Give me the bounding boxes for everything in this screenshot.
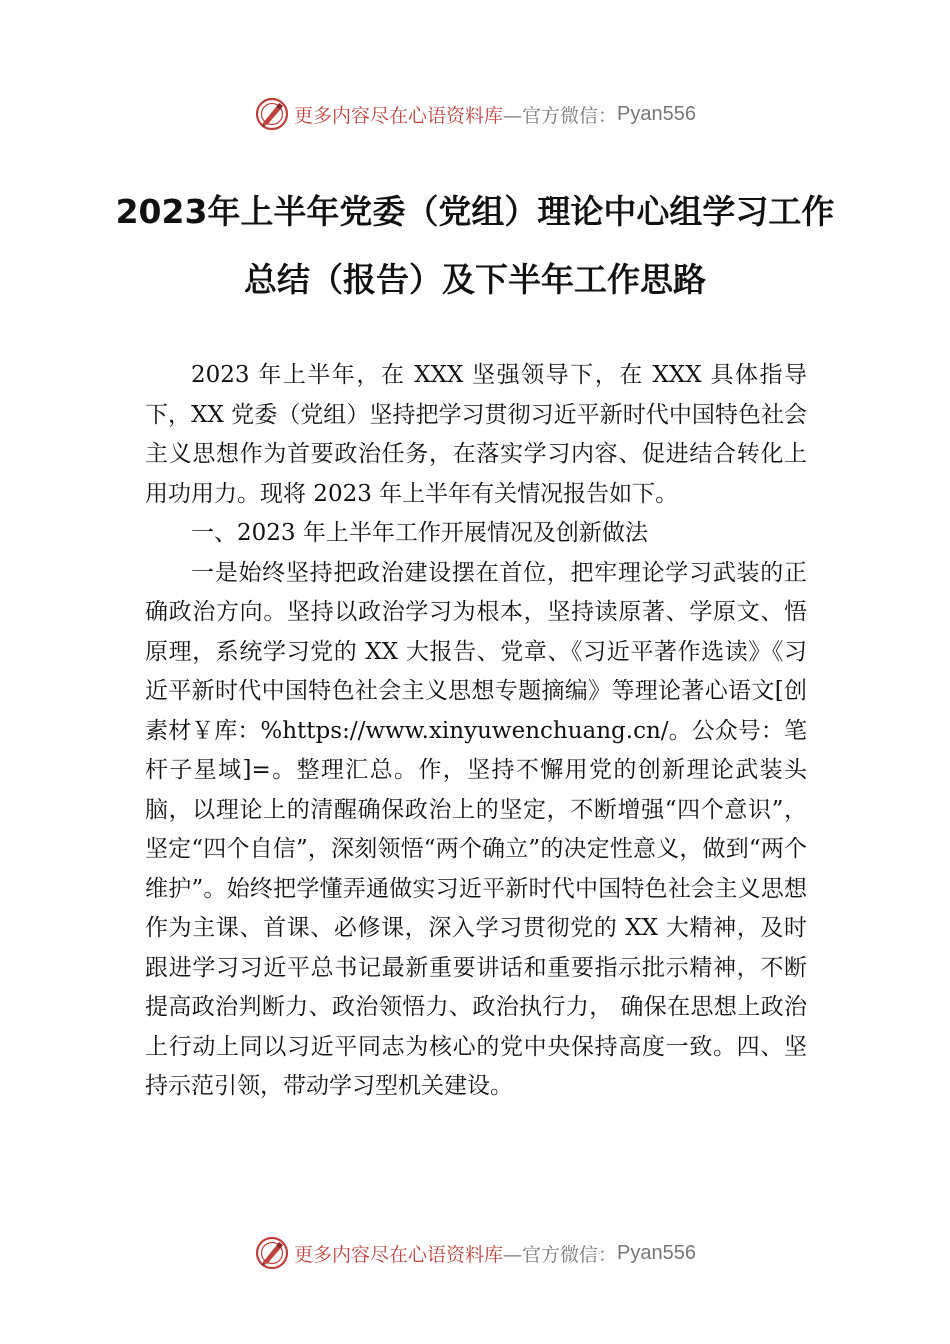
pen-circle-logo-icon <box>254 96 290 132</box>
body-paragraph: 一是始终坚持把政治建设摆在首位，把牢理论学习武装的正确政治方向。坚持以政治学习为根本，坚持读原著、学原文、悟原理，系统学习党的 XX 大报告、党章、《习近平著作选读》《习近平新时代中国特色社会主义思想专题摘编》等理论著心语文[创素材￥库：%https://www.xinyuwenchuang.cn/。公众号：笔杆子星域]=。整理汇总。作，坚持不懈用党的创新理论武装头脑，以理论上的清醒确保政治上的坚定，不断增强“四个意识”，坚定“四个自信”，深刻领悟“两个确立”的决定性意义，做到“两个维护”。始终把学懂弄通做实习近平新时代中国特色社会主义思想作为主课、首课、必修课，深入学习贯彻党的 XX 大精神，及时跟进学习习近平总书记最新重要讲话和重要指示批示精神，不断提高政治判断力、政治领悟力、政治执行力， 确保在思想上政治上行动上同以习近平同志为核心的党中央保持高度一致。四、坚持示范引领，带动学习型机关建设。 <box>145 559 807 1099</box>
header-banner <box>0 94 950 134</box>
wechat-label: —官方微信： <box>503 1243 618 1266</box>
document-title: 2023年上半年党委（党组）理论中心组学习工作总结（报告）及下半年工作思路 <box>115 192 835 299</box>
promo-text: 更多内容尽在心语资料库 <box>294 104 504 127</box>
document-body <box>145 356 807 1107</box>
footer-banner <box>0 1233 950 1273</box>
wechat-id: Pyan556 <box>617 1241 696 1264</box>
intro-paragraph: 2023 年上半年，在 XXX 坚强领导下，在 XXX 具体指导下，XX 党委（党组）坚持把学习贯彻习近平新时代中国特色社会主义思想作为首要政治任务，在落实学习内容、促进结合转化上用功用力。现将 2023 年上半年有关情况报告如下。 <box>145 362 807 507</box>
promo-text: 更多内容尽在心语资料库 <box>294 1243 504 1266</box>
wechat-label: —官方微信： <box>503 104 618 127</box>
pen-circle-logo-icon <box>254 1235 290 1271</box>
wechat-id: Pyan556 <box>617 102 696 125</box>
section-heading: 一、2023 年上半年工作开展情况及创新做法 <box>191 520 648 546</box>
